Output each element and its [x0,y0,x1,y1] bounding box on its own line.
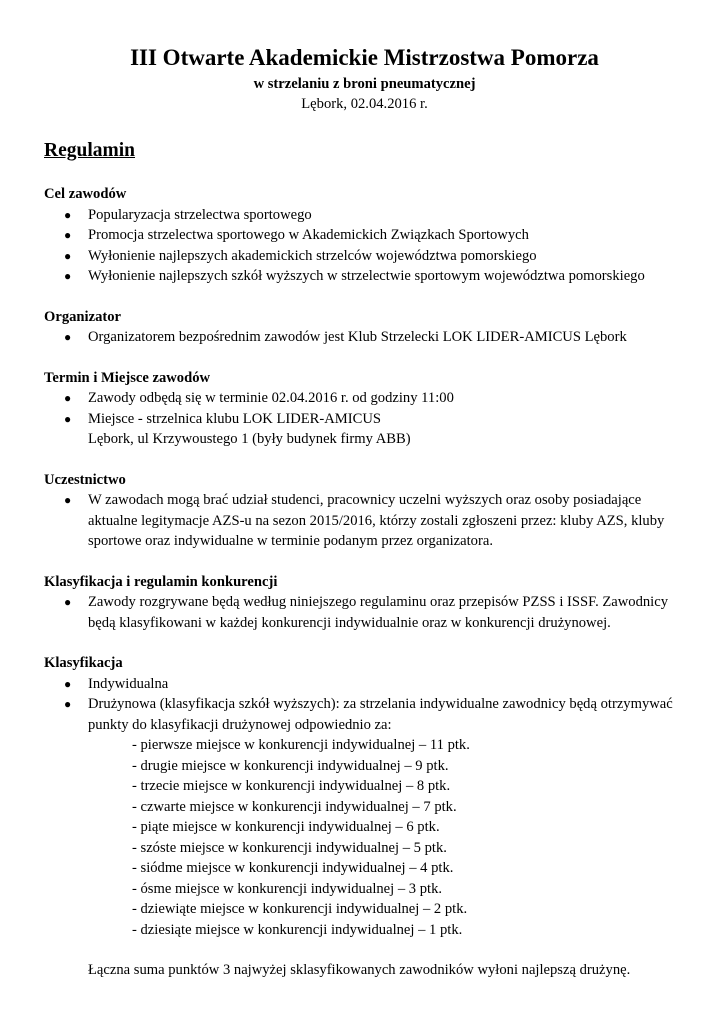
list-item: ● Indywidualna [44,674,685,695]
bullet-icon: ● [64,411,72,426]
list-item: ● Promocja strzelectwa sportowego w Akademickich Związkach Sportowych [44,225,685,246]
uczestnictwo-list [44,490,685,552]
score-item: - dziewiąte miejsce w konkurencji indywidualnej – 2 ptk. [132,901,468,917]
score-item: - piąte miejsce w konkurencji indywidualnej – 6 ptk. [132,819,440,835]
section-title-organizator: Organizator [44,308,122,325]
section-title-cel: Cel zawodów [44,186,127,202]
bullet-icon: ● [64,676,72,691]
list-item: ● Drużynowa (klasyfikacja szkół wyższych): za strzelania indywidualne zawodnicy będą otrzymywać punkty do klasyfikacji drużynowej odpowiednio za: - pierwsze miejsce w konkurencji indywidualnej – 11 ptk. - drugie miejsce w konkurencji indywidualnej – 9 ptk. - trzecie miejsce w konkurencji indywidualnej – 8 ptk. - czwarte miejsce w konkurencji indywidualnej – 7 ptk. - piąte miejsce w konkurencji indywidualnej – 6 ptk. - szóste miejsce w konkurencji indywidualnej – 5 ptk. - siódme miejsce w konkurencji indywidualnej – 4 ptk. - ósme miejsce w konkurencji indywidualnej – 3 ptk. - dziewiąte miejsce w konkurencji indywidualnej – 2 ptk. - dziesiąte miejsce w konkurencji indywidualnej – 1 ptk. [44,694,685,940]
section-title-klasyfikacja: Klasyfikacja [44,655,123,671]
bullet-icon: ● [64,248,72,263]
klasyfikacja-list [44,674,685,941]
score-item: - trzecie miejsce w konkurencji indywidualnej – 8 ptk. [132,778,451,794]
place-date: Lębork, 02.04.2016 r. [301,96,428,112]
bullet-icon: ● [64,391,72,405]
section-uczestnictwo [44,470,685,552]
bullet-icon: ● [64,493,72,507]
organizator-list [44,327,685,348]
section-cel [44,184,685,287]
bullet-icon: ● [64,595,72,609]
regulamin-heading: Regulamin [44,140,136,161]
cel-list [44,205,685,287]
score-list [88,735,685,940]
list-item: ● Organizatorem bezpośrednim zawodów jest Klub Strzelecki LOK LIDER-AMICUS Lębork [44,327,685,348]
list-item: ● Wyłonienie najlepszych szkół wyższych w strzelectwie sportowym województwa pomorskiego [44,266,685,287]
list-item: ● Zawody odbędą się w terminie 02.04.2016 r. od godziny 11:00 [44,388,685,409]
list-item: ● Popularyzacja strzelectwa sportowego [44,205,685,226]
section-termin [44,368,685,450]
section-title-klasyfikacja-regulamin: Klasyfikacja i regulamin konkurencji [44,573,278,590]
score-item: - ósme miejsce w konkurencji indywidualnej – 3 ptk. [132,880,443,897]
list-item: ● Miejsce - strzelnica klubu LOK LIDER-AMICUS Lębork, ul Krzywoustego 1 (były budynek firmy ABB) [64,410,411,447]
section-title-termin: Termin i Miejsce zawodów [44,369,211,386]
section-organizator [44,307,685,348]
document-title: III Otwarte Akademickie Mistrzostwa Pomorza [130,45,599,70]
klasyfikacja-regulamin-list [44,592,685,633]
score-item: - szóste miejsce w konkurencji indywidualnej – 5 ptk. [132,839,447,856]
list-item: ● Wyłonienie najlepszych akademickich strzelców województwa pomorskiego [44,246,685,267]
bullet-icon: ● [64,269,72,283]
bullet-icon: ● [64,697,72,711]
bullet-icon: ● [64,330,72,344]
bullet-icon: ● [64,207,72,222]
list-item: ● Zawody rozgrywane będą według niniejszego regulaminu oraz przepisów PZSS i ISSF. Zawodnicy będą klasyfikowani w każdej konkurencji indywidualnie oraz w konkurencji drużynowej. [64,594,669,631]
document-subtitle: w strzelaniu z broni pneumatycznej [253,76,476,92]
score-item: - czwarte miejsce w konkurencji indywidualnej – 7 ptk. [132,798,457,815]
section-klasyfikacja-regulamin [44,572,685,634]
section-title-uczestnictwo: Uczestnictwo [44,471,126,488]
summary-text: Łączna suma punktów 3 najwyżej sklasyfikowanych zawodników wyłoni najlepszą drużynę. [88,962,631,978]
section-klasyfikacja [44,653,685,981]
score-item: - drugie miejsce w konkurencji indywidualnej – 9 ptk. [132,757,449,774]
score-item: - pierwsze miejsce w konkurencji indywidualnej – 11 ptk. [132,737,470,753]
termin-list [44,388,685,450]
score-item: - dziesiąte miejsce w konkurencji indywidualnej – 1 ptk. [132,921,463,938]
bullet-icon: ● [64,228,72,242]
list-item: ● W zawodach mogą brać udział studenci, pracownicy uczelni wyższych oraz osoby posiadające aktualne legitymacje AZS-u na sezon 2015/2016, którzy zostali zgłoszeni przez: kluby AZS, kluby sportowe oraz indywidualne w terminie podanym przez organizatora. [64,492,665,549]
score-item: - siódme miejsce w konkurencji indywidualnej – 4 ptk. [132,860,454,876]
